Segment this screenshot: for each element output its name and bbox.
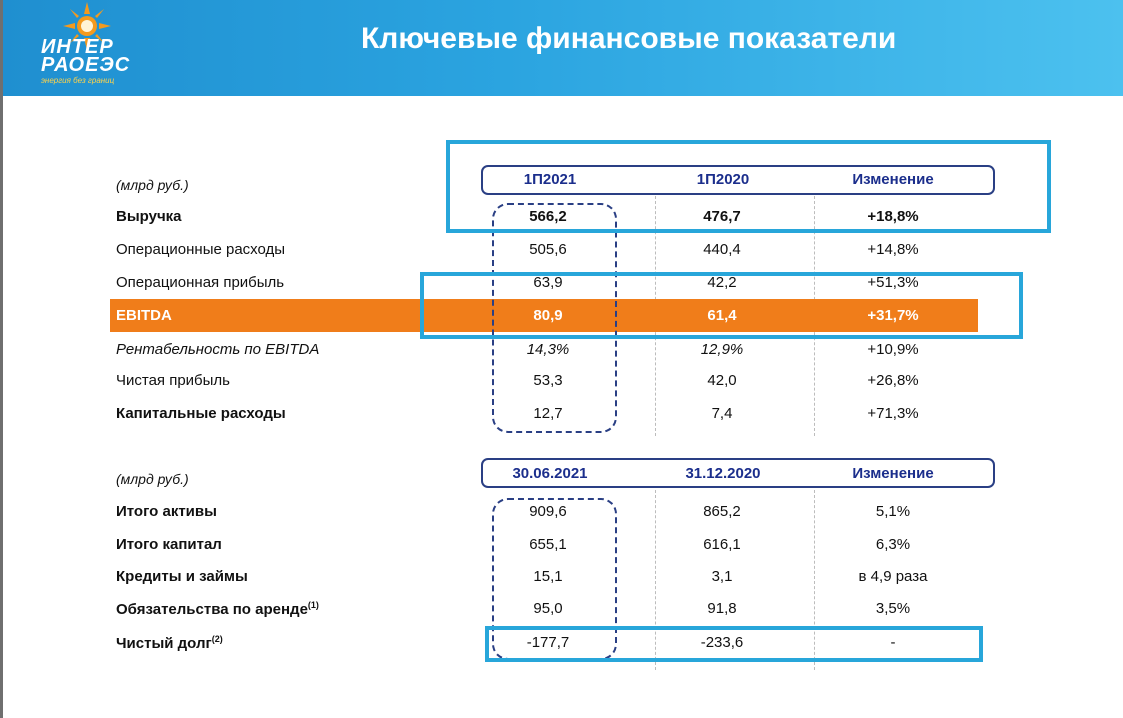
table1-row-label: Капитальные расходы (116, 405, 286, 422)
logo-tagline: энергия без границ (41, 76, 115, 85)
highlight-box-header-revenue (446, 140, 1051, 233)
table1-cell: +26,8% (867, 372, 919, 389)
table1-cell: 12,7 (533, 405, 563, 422)
table1-row-label: Операционная прибыль (116, 274, 285, 291)
table2-row-label: Итого капитал (116, 536, 222, 553)
table2-cell: -233,6 (700, 634, 744, 651)
table2-cell: 5,1% (875, 503, 911, 520)
table1-unit-label: (млрд руб.) (116, 177, 189, 193)
table1-cell: 61,4 (707, 307, 737, 324)
footnote-marker: (2) (211, 634, 223, 644)
table2-row-label-text: Чистый долг (116, 635, 212, 652)
table2-row-label: Кредиты и займы (116, 568, 248, 585)
logo-text-line2: РАОЕЭС (41, 54, 131, 76)
table1-cell: +51,3% (867, 274, 919, 291)
table1-cell: 63,9 (533, 274, 563, 291)
table2-cell: -177,7 (526, 634, 570, 651)
table2-row-label-text: Обязательства по аренде (116, 601, 308, 618)
table2-cell: 6,3% (875, 536, 911, 553)
table1-cell: 42,0 (707, 372, 737, 389)
page-title: Ключевые финансовые показатели (361, 22, 897, 55)
table1-cell: 80,9 (533, 307, 563, 324)
table2-cell: в 4,9 раза (858, 568, 928, 585)
table1-cell: 7,4 (711, 405, 733, 422)
table1-cell: +14,8% (867, 241, 919, 258)
table1-cell: 505,6 (529, 241, 567, 258)
table1-row-label: Рентабельность по EBITDA (116, 341, 320, 358)
table1-row-label: Операционные расходы (116, 241, 286, 258)
table2-row-label: Итого активы (116, 503, 217, 520)
table2-col-3: Изменение (852, 465, 934, 482)
table1-row-label: Чистая прибыль (116, 372, 230, 389)
table1-col-2: 1П2020 (696, 171, 750, 188)
table2-cell: 15,1 (533, 568, 563, 585)
table1-cell: 476,7 (703, 208, 741, 225)
table1-cell: +18,8% (867, 208, 919, 225)
table1-row-label: Выручка (116, 208, 182, 225)
table1-cell: +71,3% (867, 405, 919, 422)
table2-cell: 3,5% (875, 600, 911, 617)
table2-cell: 95,0 (533, 600, 563, 617)
footnote-marker: (1) (307, 600, 319, 610)
table1-cell: +10,9% (867, 341, 919, 358)
table1-cell: 12,9% (700, 341, 744, 358)
logo-text-line1: ИНТЕР (41, 36, 114, 58)
table2-cell: 3,1 (711, 568, 733, 585)
table1-cell: 566,2 (529, 208, 567, 225)
table1-cell: 53,3 (533, 372, 563, 389)
table1-cell: 440,4 (703, 241, 741, 258)
table1-row-label: EBITDA (116, 307, 172, 324)
table2-cell: 909,6 (529, 503, 567, 520)
table2-row-label (116, 634, 223, 652)
table1-col-1: 1П2021 (523, 171, 577, 188)
table2-row-label (116, 600, 319, 618)
highlight-box-net-debt (485, 626, 983, 662)
table2-column-header (481, 458, 995, 488)
highlight-box-ebitda (420, 272, 1023, 339)
table2-cell: 91,8 (707, 600, 737, 617)
table2-cell: 865,2 (703, 503, 741, 520)
table2-cell: 655,1 (529, 536, 567, 553)
table2-cell: - (890, 634, 896, 651)
table2-cell: 616,1 (703, 536, 741, 553)
table2-unit-label: (млрд руб.) (116, 471, 189, 487)
slide-header (3, 0, 1123, 96)
left-frame-edge (0, 0, 3, 718)
table2-col-1: 30.06.2021 (512, 465, 588, 482)
table1-cell: 42,2 (707, 274, 737, 291)
table1-cell: 14,3% (526, 341, 570, 358)
company-logo (33, 2, 143, 90)
table2-col-2: 31.12.2020 (685, 465, 761, 482)
table1-cell: +31,7% (867, 307, 919, 324)
table1-col-3: Изменение (852, 171, 934, 188)
